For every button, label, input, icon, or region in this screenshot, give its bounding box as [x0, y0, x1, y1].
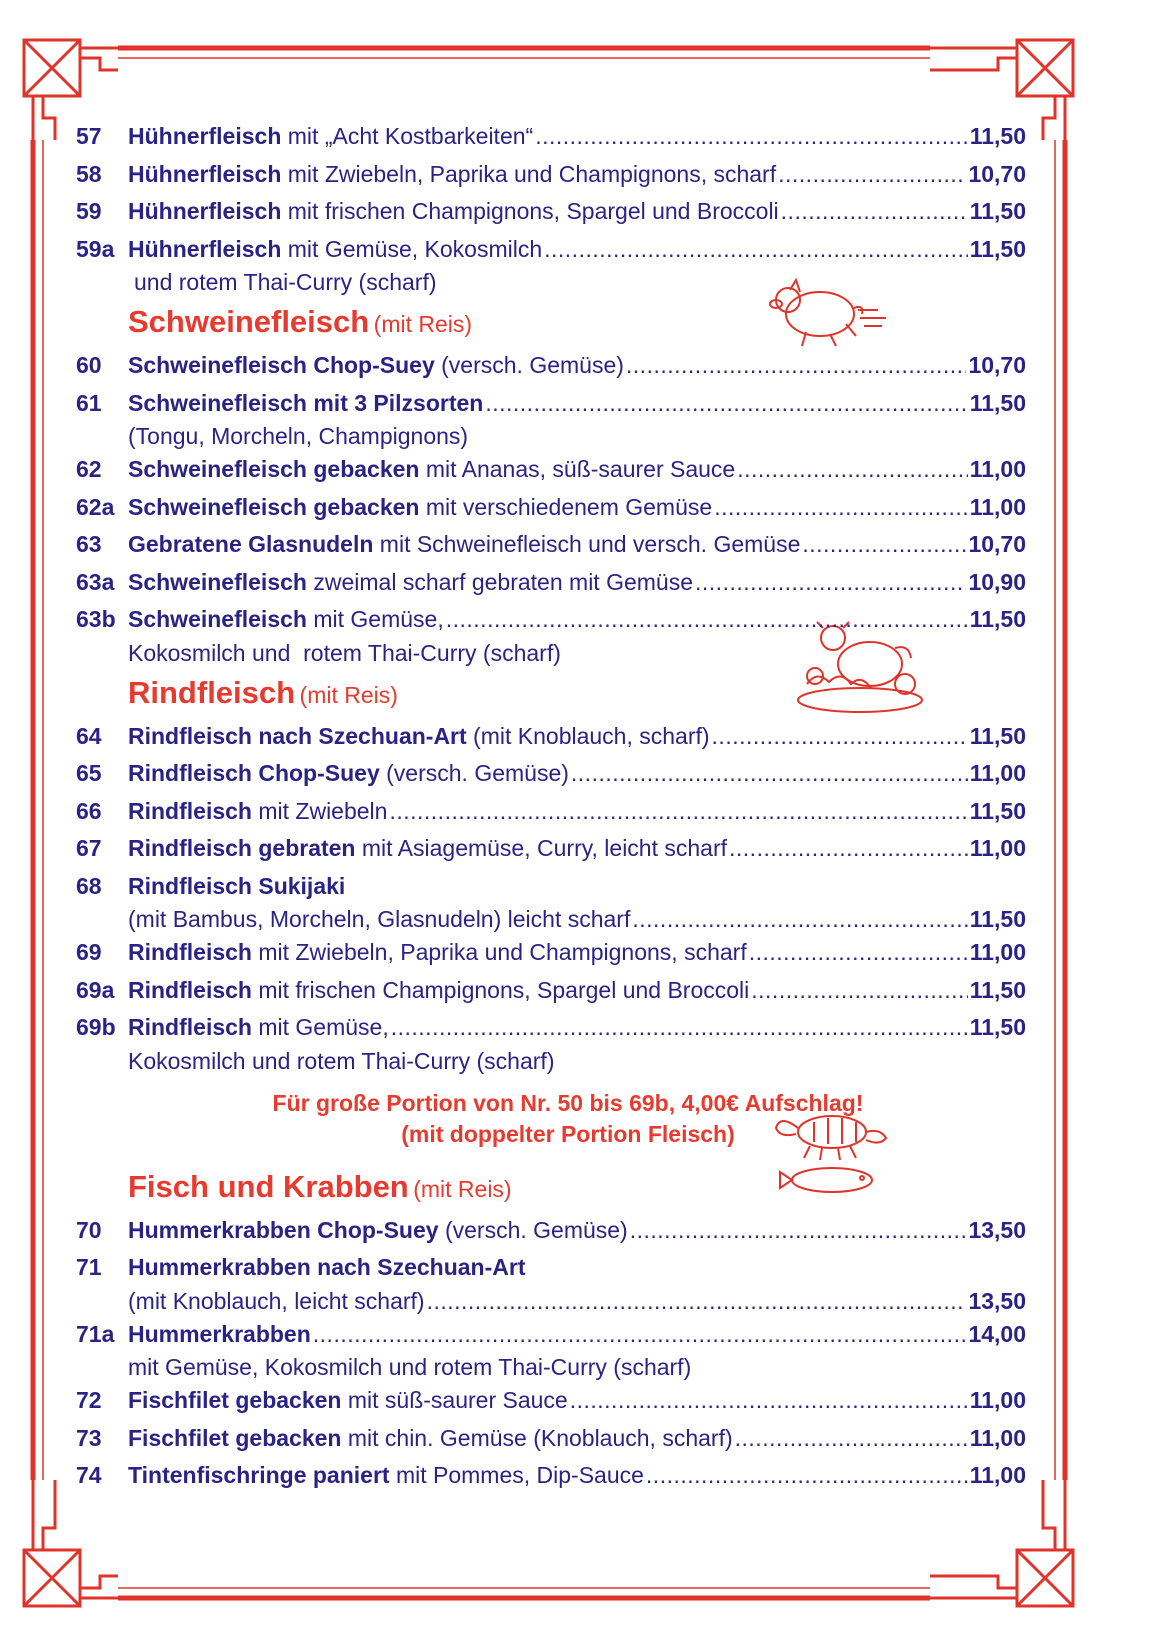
item-number: 73 [76, 1424, 102, 1451]
menu-item-65 [76, 755, 1026, 793]
notice-line-1: Für große Portion von Nr. 50 bis 69b, 4,00€ Aufschlag! [272, 1089, 864, 1116]
item-name: Gebratene Glasnudeln [128, 531, 374, 557]
menu-item-69a [76, 972, 1026, 1010]
menu-item-69 [76, 934, 1026, 972]
section-title: Fisch und Krabben [128, 1168, 409, 1204]
item-number: 69a [76, 976, 115, 1003]
dot-leader [781, 193, 968, 231]
item-description: mit Zwiebeln, Paprika und Champignons, scharf [251, 939, 747, 965]
dot-leader [626, 347, 967, 385]
item-description: mit süß-saurer Sauce [341, 1387, 568, 1413]
menu-item-66 [76, 793, 1026, 831]
item-description: mit Gemüse, [251, 1014, 389, 1040]
item-description: (mit Knoblauch, scharf) [466, 722, 710, 749]
item-description-continued: und rotem Thai-Curry (scharf) [134, 269, 437, 295]
item-description-continued: (mit Knoblauch, leicht scharf) [128, 1287, 425, 1314]
dot-leader [751, 972, 967, 1010]
item-number: 58 [76, 160, 102, 187]
item-price: 11,50 [969, 906, 1026, 932]
item-price: 14,00 [968, 1320, 1026, 1347]
item-price: 11,00 [969, 493, 1026, 520]
item-description: mit Gemüse, Kokosmilch [281, 235, 543, 262]
item-name: Schweinefleisch gebacken [128, 493, 420, 520]
menu-item-68 [76, 868, 1026, 935]
section-heading-fish [76, 1162, 1026, 1212]
item-name: Schweinefleisch gebacken [128, 456, 420, 482]
item-description: zweimal scharf gebraten mit Gemüse [306, 568, 694, 595]
item-name: Hühnerfleisch [128, 123, 282, 149]
item-description: mit Schweinefleisch und versch. Gemüse [373, 531, 801, 557]
item-name: Rindfleisch [128, 976, 252, 1003]
menu-item-63a [76, 564, 1026, 602]
item-number: 66 [76, 797, 102, 824]
item-description: mit Zwiebeln, Paprika und Champignons, scharf [281, 160, 777, 187]
fish-item-list [76, 1212, 1026, 1495]
beef-item-list [76, 718, 1026, 1076]
item-number: 69b [76, 1014, 116, 1040]
item-description: mit verschiedenem Gemüse [419, 493, 713, 520]
dot-leader [570, 1382, 968, 1420]
item-number: 71 [76, 1254, 102, 1280]
menu-item-67 [76, 830, 1026, 868]
dot-leader [571, 755, 968, 793]
item-price: 11,00 [969, 835, 1026, 861]
item-name: Rindfleisch [128, 1014, 252, 1040]
item-price: 11,00 [969, 760, 1026, 786]
item-description: (versch. Gemüse) [379, 760, 569, 786]
item-name: Rindfleisch gebraten [128, 835, 356, 861]
item-description: mit Ananas, süß-saurer Sauce [419, 456, 736, 482]
section-subtitle: (mit Reis) [373, 311, 473, 337]
item-description: mit Zwiebeln [251, 797, 388, 824]
item-price: 11,00 [969, 1387, 1026, 1413]
item-description: mit Asiagemüse, Curry, leicht scharf [355, 835, 728, 861]
item-name: Fischfilet gebacken [128, 1424, 342, 1451]
item-description: mit „Acht Kostbarkeiten“ [281, 123, 534, 149]
item-number: 57 [76, 123, 102, 149]
menu-item-58 [76, 156, 1026, 194]
dot-leader [729, 830, 968, 868]
item-number: 63b [76, 606, 116, 632]
section-title: Schweinefleisch [128, 304, 370, 339]
item-name: Schweinefleisch Chop-Suey [128, 352, 435, 378]
item-name: Hummerkrabben Chop-Suey [128, 1216, 439, 1243]
large-portion-notice [76, 1088, 1008, 1150]
menu-item-59 [76, 193, 1026, 231]
item-price: 11,50 [969, 976, 1026, 1003]
menu-item-71a [76, 1316, 1026, 1383]
item-number: 71a [76, 1320, 115, 1347]
dot-leader [446, 601, 968, 639]
item-name: Schweinefleisch [128, 568, 307, 595]
menu-item-62 [76, 451, 1026, 489]
item-number: 68 [76, 872, 102, 899]
menu-item-72 [76, 1382, 1026, 1420]
item-name: Rindfleisch Chop-Suey [128, 760, 380, 786]
chicken-item-list [76, 118, 1026, 297]
item-number: 64 [76, 722, 102, 749]
item-number: 62 [76, 456, 102, 482]
dot-leader [630, 1212, 967, 1250]
item-price: 11,50 [969, 235, 1026, 262]
item-name: Rindfleisch [128, 939, 252, 965]
notice-line-2: (mit doppelter Portion Fleisch) [401, 1120, 735, 1147]
menu-item-62a [76, 489, 1026, 527]
item-number: 70 [76, 1216, 102, 1243]
menu-item-73 [76, 1420, 1026, 1458]
item-number: 59 [76, 198, 102, 224]
item-number: 63 [76, 531, 102, 557]
item-price: 11,00 [969, 456, 1026, 482]
item-description-continued: Kokosmilch und rotem Thai-Curry (scharf) [128, 639, 561, 666]
menu-item-71 [76, 1249, 1026, 1316]
dot-leader [535, 118, 968, 156]
item-name: Hummerkrabben [128, 1320, 311, 1347]
dot-leader [778, 156, 966, 194]
dot-leader [391, 1009, 968, 1047]
dot-leader [735, 1420, 968, 1458]
item-name: Rindfleisch nach Szechuan-Art [128, 722, 467, 749]
item-name: Fischfilet gebacken [128, 1387, 342, 1413]
menu-item-61 [76, 385, 1026, 452]
item-name: Hummerkrabben nach Szechuan-Art [128, 1254, 526, 1280]
item-price: 10,70 [968, 160, 1026, 187]
item-description: mit frischen Champignons, Spargel und Broccoli [251, 976, 750, 1003]
section-subtitle: (mit Reis) [413, 1175, 512, 1202]
item-name: Rindfleisch [128, 797, 252, 824]
section-heading-pork [76, 297, 1026, 347]
item-description: mit Gemüse, [306, 606, 444, 632]
item-number: 60 [76, 352, 102, 378]
item-price: 13,50 [968, 1287, 1026, 1314]
item-number: 74 [76, 1462, 102, 1488]
item-description: (versch. Gemüse) [438, 1216, 628, 1243]
item-description: mit chin. Gemüse (Knoblauch, scharf) [341, 1424, 733, 1451]
dot-leader [427, 1287, 967, 1316]
item-description: mit Pommes, Dip-Sauce [389, 1462, 644, 1488]
dot-leader [313, 1316, 967, 1354]
menu-item-64 [76, 718, 1026, 756]
dot-leader [646, 1457, 968, 1495]
item-description-continued: (Tongu, Morcheln, Champignons) [128, 423, 469, 449]
item-name: Hühnerfleisch [128, 198, 282, 224]
menu-item-59a [76, 231, 1026, 298]
dot-leader [695, 564, 966, 602]
menu-item-69b [76, 1009, 1026, 1076]
item-number: 69 [76, 939, 102, 965]
item-number: 63a [76, 568, 115, 595]
dot-leader [712, 718, 968, 756]
item-number: 72 [76, 1387, 102, 1413]
item-number: 61 [76, 389, 102, 416]
item-price: 13,50 [968, 1216, 1026, 1243]
item-price: 11,50 [969, 797, 1026, 824]
item-price: 11,00 [969, 939, 1026, 965]
item-price: 10,70 [968, 531, 1026, 557]
dot-leader [802, 526, 966, 564]
item-description: (versch. Gemüse) [434, 352, 624, 378]
item-price: 10,70 [968, 352, 1026, 378]
item-description-continued: mit Gemüse, Kokosmilch und rotem Thai-Curry (scharf) [128, 1354, 692, 1380]
item-description: mit frischen Champignons, Spargel und Broccoli [281, 198, 779, 224]
item-price: 11,50 [969, 123, 1026, 149]
item-number: 65 [76, 760, 102, 786]
dot-leader [485, 385, 967, 423]
dot-leader [632, 905, 967, 934]
dot-leader [737, 451, 967, 489]
menu-item-63b [76, 601, 1026, 668]
item-name: Schweinefleisch mit 3 Pilzsorten [128, 389, 484, 416]
menu-item-63 [76, 526, 1026, 564]
item-price: 11,50 [969, 606, 1026, 632]
item-name: Tintenfischringe paniert [128, 1462, 390, 1488]
item-price: 11,50 [969, 722, 1026, 749]
item-name: Hühnerfleisch [128, 160, 282, 187]
menu-item-57 [76, 118, 1026, 156]
item-description-continued: Kokosmilch und rotem Thai-Curry (scharf) [128, 1047, 555, 1074]
dot-leader [714, 489, 968, 527]
item-name: Hühnerfleisch [128, 235, 282, 262]
section-heading-beef [76, 668, 1026, 718]
section-subtitle: (mit Reis) [299, 681, 398, 708]
dot-leader [544, 231, 968, 269]
dot-leader [749, 934, 968, 972]
item-name: Rindfleisch Sukijaki [128, 872, 346, 899]
item-price: 11,50 [969, 389, 1026, 416]
item-price: 11,50 [969, 198, 1026, 224]
menu-item-60 [76, 347, 1026, 385]
menu-item-70 [76, 1212, 1026, 1250]
menu-content [76, 118, 1026, 1495]
section-title: Rindfleisch [128, 674, 296, 710]
item-name: Schweinefleisch [128, 606, 307, 632]
menu-item-74 [76, 1457, 1026, 1495]
item-price: 11,50 [969, 1014, 1026, 1040]
dot-leader [389, 793, 967, 831]
item-price: 10,90 [968, 568, 1026, 595]
item-number: 59a [76, 235, 115, 262]
item-number: 67 [76, 835, 102, 861]
item-description-continued: (mit Bambus, Morcheln, Glasnudeln) leicht scharf [128, 906, 631, 932]
item-price: 11,00 [969, 1424, 1026, 1451]
pork-item-list [76, 347, 1026, 668]
item-price: 11,00 [969, 1462, 1026, 1488]
item-number: 62a [76, 493, 115, 520]
